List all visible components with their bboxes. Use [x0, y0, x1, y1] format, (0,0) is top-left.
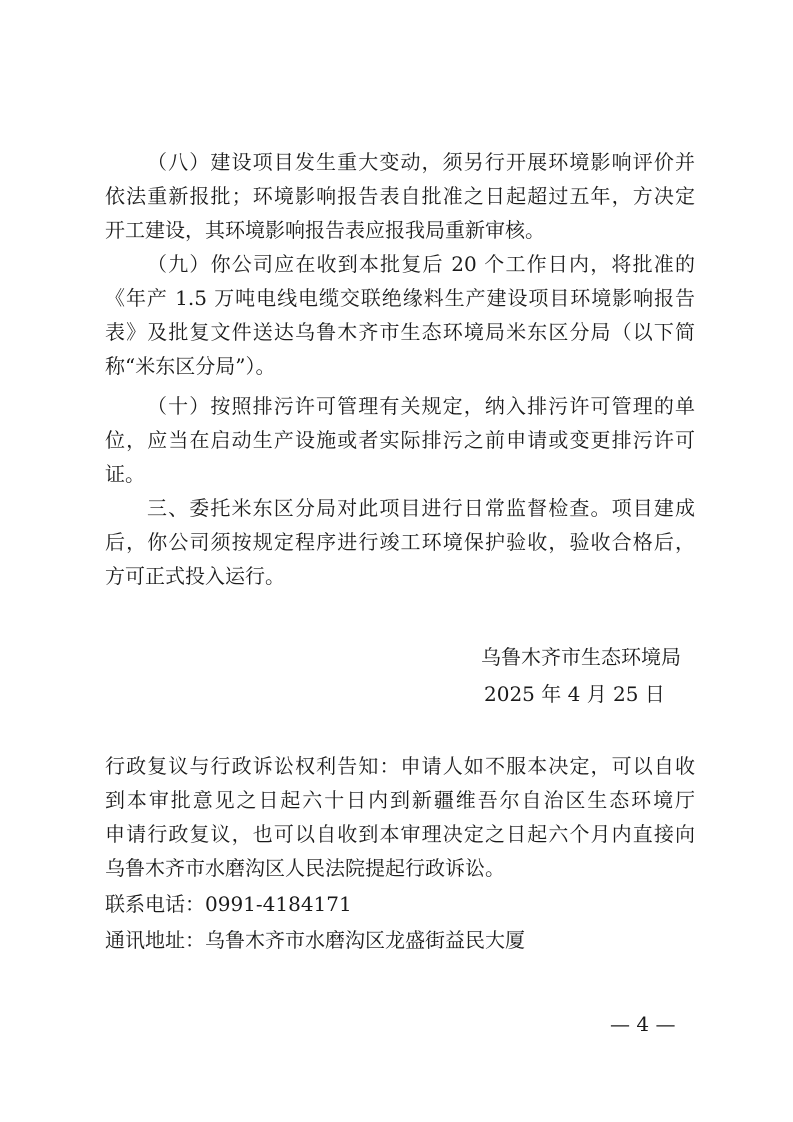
- paragraph-8-line-3: 开工建设，其环境影响报告表应报我局重新审核。: [105, 218, 545, 242]
- notice-line-2: 到本审批意见之日起六十日内到新疆维吾尔自治区生态环境厅: [105, 788, 695, 812]
- paragraph-9-line-2: 《年产 1.5 万吨电线电缆交联绝缘料生产建设项目环境影响报告: [105, 286, 695, 310]
- paragraph-10-line-2: 位，应当在启动生产设施或者实际排污之前申请或变更排污许可: [105, 428, 695, 452]
- notice-line-3: 申请行政复议，也可以自收到本审理决定之日起六个月内直接向: [105, 822, 695, 846]
- paragraph-10-line-1: （十）按照排污许可管理有关规定，纳入排污许可管理的单: [147, 394, 695, 418]
- contact-address: 通讯地址：乌鲁木齐市水磨沟区龙盛街益民大厦: [105, 928, 525, 952]
- page-number: — 4 —: [610, 1012, 676, 1036]
- paragraph-8-line-2: 依法重新报批；环境影响报告表自批准之日起超过五年，方决定: [105, 184, 695, 208]
- issuer-name: 乌鲁木齐市生态环境局: [481, 645, 681, 669]
- paragraph-3-line-2: 后，你公司须按规定程序进行竣工环境保护验收，验收合格后，: [105, 530, 695, 554]
- notice-line-1: 行政复议与行政诉讼权利告知：申请人如不服本决定，可以自收: [105, 754, 695, 778]
- paragraph-9-line-4: 称“米东区分局”）。: [105, 354, 276, 378]
- paragraph-8-line-1: （八）建设项目发生重大变动，须另行开展环境影响评价并: [147, 150, 695, 174]
- issue-date: 2025 年 4 月 25 日: [484, 682, 665, 706]
- paragraph-9-line-3: 表》及批复文件送达乌鲁木齐市生态环境局米东区分局（以下简: [105, 320, 695, 344]
- contact-phone: 联系电话：0991-4184171: [105, 892, 352, 916]
- paragraph-3-line-1: 三、委托米东区分局对此项目进行日常监督检查。项目建成: [147, 496, 695, 520]
- paragraph-10-line-3: 证。: [105, 462, 145, 486]
- paragraph-9-line-1: （九）你公司应在收到本批复后 20 个工作日内，将批准的: [147, 252, 695, 276]
- notice-line-4: 乌鲁木齐市水磨沟区人民法院提起行政诉讼。: [105, 856, 505, 880]
- paragraph-3-line-3: 方可正式投入运行。: [105, 564, 285, 588]
